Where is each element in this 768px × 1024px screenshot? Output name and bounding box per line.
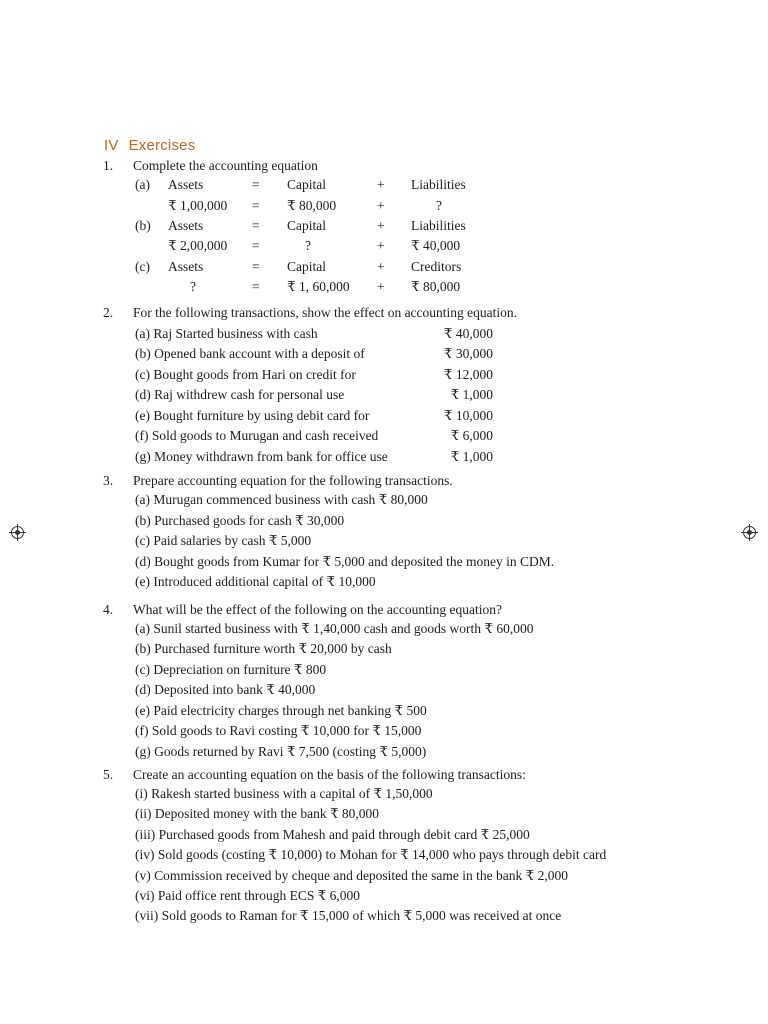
q5-item: (iii) Purchased goods from Mahesh and paid through debit card ₹ 25,000 xyxy=(135,827,530,842)
q1-row-plus: + xyxy=(377,218,385,233)
q1-row-equals: = xyxy=(252,218,260,233)
q5-item: (vii) Sold goods to Raman for ₹ 15,000 of which ₹ 5,000 was received at once xyxy=(135,908,562,923)
q5-text: Create an accounting equation on the basis of the following transactions: xyxy=(133,767,526,782)
q1-row-creditors: ₹ 80,000 xyxy=(411,279,461,294)
q4-text: What will be the effect of the following on the accounting equation? xyxy=(133,602,503,617)
q4-item: (f) Sold goods to Ravi costing ₹ 10,000 for ₹ 15,000 xyxy=(135,723,422,738)
q3-item: (a) Murugan commenced business with cash ₹ 80,000 xyxy=(135,492,428,507)
q1-row-equals: = xyxy=(252,198,260,213)
q1-row-capital: Capital xyxy=(287,177,326,192)
q1-row-capital: ₹ 80,000 xyxy=(287,198,337,213)
q1-row-equals: = xyxy=(252,279,260,294)
q1-row-equals: = xyxy=(252,177,260,192)
q3-text: Prepare accounting equation for the following transactions. xyxy=(133,473,453,488)
q5-item: (iv) Sold goods (costing ₹ 10,000) to Mohan for ₹ 14,000 who pays through debit card xyxy=(135,847,607,862)
q5-item: (ii) Deposited money with the bank ₹ 80,000 xyxy=(135,806,380,821)
q4-item: (a) Sunil started business with ₹ 1,40,000 cash and goods worth ₹ 60,000 xyxy=(135,621,534,636)
q1-row-assets: Assets xyxy=(168,218,204,233)
q2-item-amount: ₹ 10,000 xyxy=(443,408,493,423)
q1-text: Complete the accounting equation xyxy=(133,158,318,173)
q2-item-amount: ₹ 12,000 xyxy=(443,367,493,382)
q1-row-capital: Capital xyxy=(287,259,326,274)
q1-row-capital: ₹ 1, 60,000 xyxy=(287,279,350,294)
section-number: IV xyxy=(104,137,119,154)
registration-mark-right-icon xyxy=(743,526,756,539)
q1-row xyxy=(0,279,768,299)
registration-mark-left-icon xyxy=(11,526,24,539)
q2-item-text: (a) Raj Started business with cash xyxy=(135,326,318,341)
q2-item-text: (c) Bought goods from Hari on credit for xyxy=(135,367,356,382)
q1-row-liabilities: Liabilities xyxy=(411,177,466,192)
section-heading xyxy=(104,137,195,154)
q2-item-amount: ₹ 6,000 xyxy=(450,428,493,443)
section-title: Exercises xyxy=(128,137,196,154)
q1-row-capital: Capital xyxy=(287,218,326,233)
q1-row-equals: = xyxy=(252,238,260,253)
q1-row-capital: ? xyxy=(305,238,311,253)
q1-row-label: (c) xyxy=(135,259,150,274)
q1-row-assets: ₹ 2,00,000 xyxy=(168,238,228,253)
q2-item-text: (g) Money withdrawn from bank for office use xyxy=(135,449,388,464)
q1-row-plus: + xyxy=(377,279,385,294)
q2-text: For the following transactions, show the effect on accounting equation. xyxy=(133,305,518,320)
q3-number: 3. xyxy=(103,473,114,488)
q1-row xyxy=(0,198,768,218)
q1-row-assets: Assets xyxy=(168,259,204,274)
q2-item-amount: ₹ 40,000 xyxy=(443,326,493,341)
q3-item: (c) Paid salaries by cash ₹ 5,000 xyxy=(135,533,312,548)
q1-row-assets: ? xyxy=(190,279,196,294)
q1-row-plus: + xyxy=(377,198,385,213)
q1-row-equals: = xyxy=(252,259,260,274)
q1-row xyxy=(0,177,768,197)
q1-row-assets: ₹ 1,00,000 xyxy=(168,198,228,213)
q2-item-text: (e) Bought furniture by using debit card for xyxy=(135,408,370,423)
q4-number: 4. xyxy=(103,602,114,617)
q2-item-amount: ₹ 1,000 xyxy=(450,449,493,464)
q1-row-plus: + xyxy=(377,259,385,274)
q2-item-amount: ₹ 30,000 xyxy=(443,346,493,361)
q5-number: 5. xyxy=(103,767,114,782)
q5-item: (vi) Paid office rent through ECS ₹ 6,000 xyxy=(135,888,361,903)
q2-item-text: (b) Opened bank account with a deposit of xyxy=(135,346,365,361)
q1-row-liabilities: ? xyxy=(436,198,442,213)
q1-row xyxy=(0,218,768,238)
q4-item: (b) Purchased furniture worth ₹ 20,000 by cash xyxy=(135,641,392,656)
q1-number: 1. xyxy=(103,158,114,173)
q3-item: (d) Bought goods from Kumar for ₹ 5,000 and deposited the money in CDM. xyxy=(135,554,555,569)
q1-row-liabilities: ₹ 40,000 xyxy=(411,238,461,253)
q4-item: (d) Deposited into bank ₹ 40,000 xyxy=(135,682,316,697)
q2-number: 2. xyxy=(103,305,114,320)
q1-row-plus: + xyxy=(377,238,385,253)
q1-row-plus: + xyxy=(377,177,385,192)
q1-row-label: (b) xyxy=(135,218,151,233)
q4-item: (g) Goods returned by Ravi ₹ 7,500 (costing ₹ 5,000) xyxy=(135,744,427,759)
q5-item: (i) Rakesh started business with a capital of ₹ 1,50,000 xyxy=(135,786,433,801)
q1-row-liabilities: Liabilities xyxy=(411,218,466,233)
q2-item-text: (f) Sold goods to Murugan and cash received xyxy=(135,428,379,443)
q1-row xyxy=(0,259,768,279)
q1-row-label: (a) xyxy=(135,177,150,192)
q1-row-assets: Assets xyxy=(168,177,204,192)
q3-item: (b) Purchased goods for cash ₹ 30,000 xyxy=(135,513,345,528)
q2-item-text: (d) Raj withdrew cash for personal use xyxy=(135,387,345,402)
q1-row-creditors: Creditors xyxy=(411,259,462,274)
q4-item: (c) Depreciation on furniture ₹ 800 xyxy=(135,662,327,677)
q5-item: (v) Commission received by cheque and deposited the same in the bank ₹ 2,000 xyxy=(135,868,568,883)
q1-row xyxy=(0,238,768,258)
q4-item: (e) Paid electricity charges through net banking ₹ 500 xyxy=(135,703,427,718)
q3-item: (e) Introduced additional capital of ₹ 10,000 xyxy=(135,574,376,589)
q2-item-amount: ₹ 1,000 xyxy=(450,387,493,402)
